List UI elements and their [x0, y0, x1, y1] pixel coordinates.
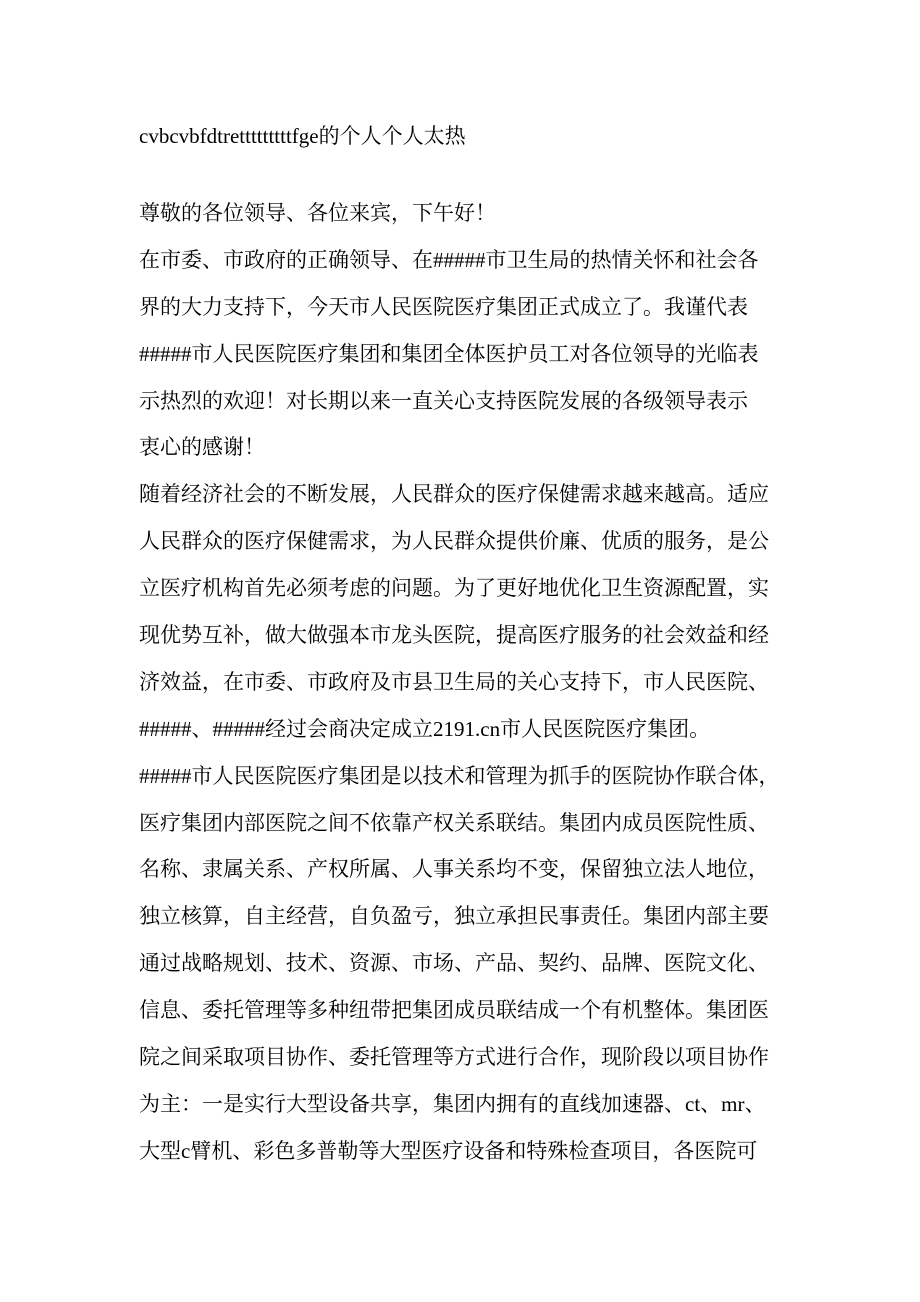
- document-body: [139, 190, 799, 1175]
- text-line: 大型c臂机、彩色多普勒等大型医疗设备和特殊检查项目，各医院可: [139, 1138, 758, 1163]
- text-line: 示热烈的欢迎！对长期以来一直关心支持医院发展的各级领导表示: [139, 388, 748, 413]
- text-line: #####、#####经过会商决定成立2191.cn市人民医院医疗集团。: [139, 716, 711, 741]
- text-line: 界的大力支持下，今天市人民医院医疗集团正式成立了。我谨代表: [139, 294, 748, 319]
- text-line: #####市人民医院医疗集团是以技术和管理为抓手的医院协作联合体，: [139, 763, 780, 788]
- text-line: 通过战略规划、技术、资源、市场、产品、契约、品牌、医院文化、: [139, 951, 769, 976]
- text-line: 立医疗机构首先必须考虑的问题。为了更好地优化卫生资源配置，实: [139, 576, 769, 601]
- text-line: 名称、隶属关系、产权所属、人事关系均不变，保留独立法人地位，: [139, 857, 769, 882]
- text-line: 人民群众的医疗保健需求，为人民群众提供价廉、优质的服务，是公: [139, 529, 769, 554]
- text-line: 院之间采取项目协作、委托管理等方式进行合作，现阶段以项目协作: [139, 1045, 769, 1070]
- text-line: 现优势互补，做大做强本市龙头医院，提高医疗服务的社会效益和经: [139, 623, 769, 648]
- text-line: 尊敬的各位领导、各位来宾，下午好！: [139, 201, 496, 225]
- document-title: cvbcvbfdtretttttttttfge的个人个人太热: [139, 124, 466, 148]
- text-line: 衷心的感谢！: [139, 435, 265, 460]
- text-line: 为主：一是实行大型设备共享，集团内拥有的直线加速器、ct、mr、: [139, 1091, 766, 1116]
- text-line: 济效益，在市委、市政府及市县卫生局的关心支持下，市人民医院、: [139, 669, 769, 694]
- text-line: 随着经济社会的不断发展，人民群众的医疗保健需求越来越高。适应: [139, 482, 769, 507]
- text-line: 信息、委托管理等多种纽带把集团成员联结成一个有机整体。集团医: [139, 998, 769, 1023]
- text-line: #####市人民医院医疗集团和集团全体医护员工对各位领导的光临表: [139, 341, 759, 366]
- text-line: 在市委、市政府的正确领导、在#####市卫生局的热情关怀和社会各: [139, 247, 759, 272]
- text-line: 独立核算，自主经营，自负盈亏，独立承担民事责任。集团内部主要: [139, 904, 769, 929]
- text-line: 医疗集团内部医院之间不依靠产权关系联结。集团内成员医院性质、: [139, 810, 769, 835]
